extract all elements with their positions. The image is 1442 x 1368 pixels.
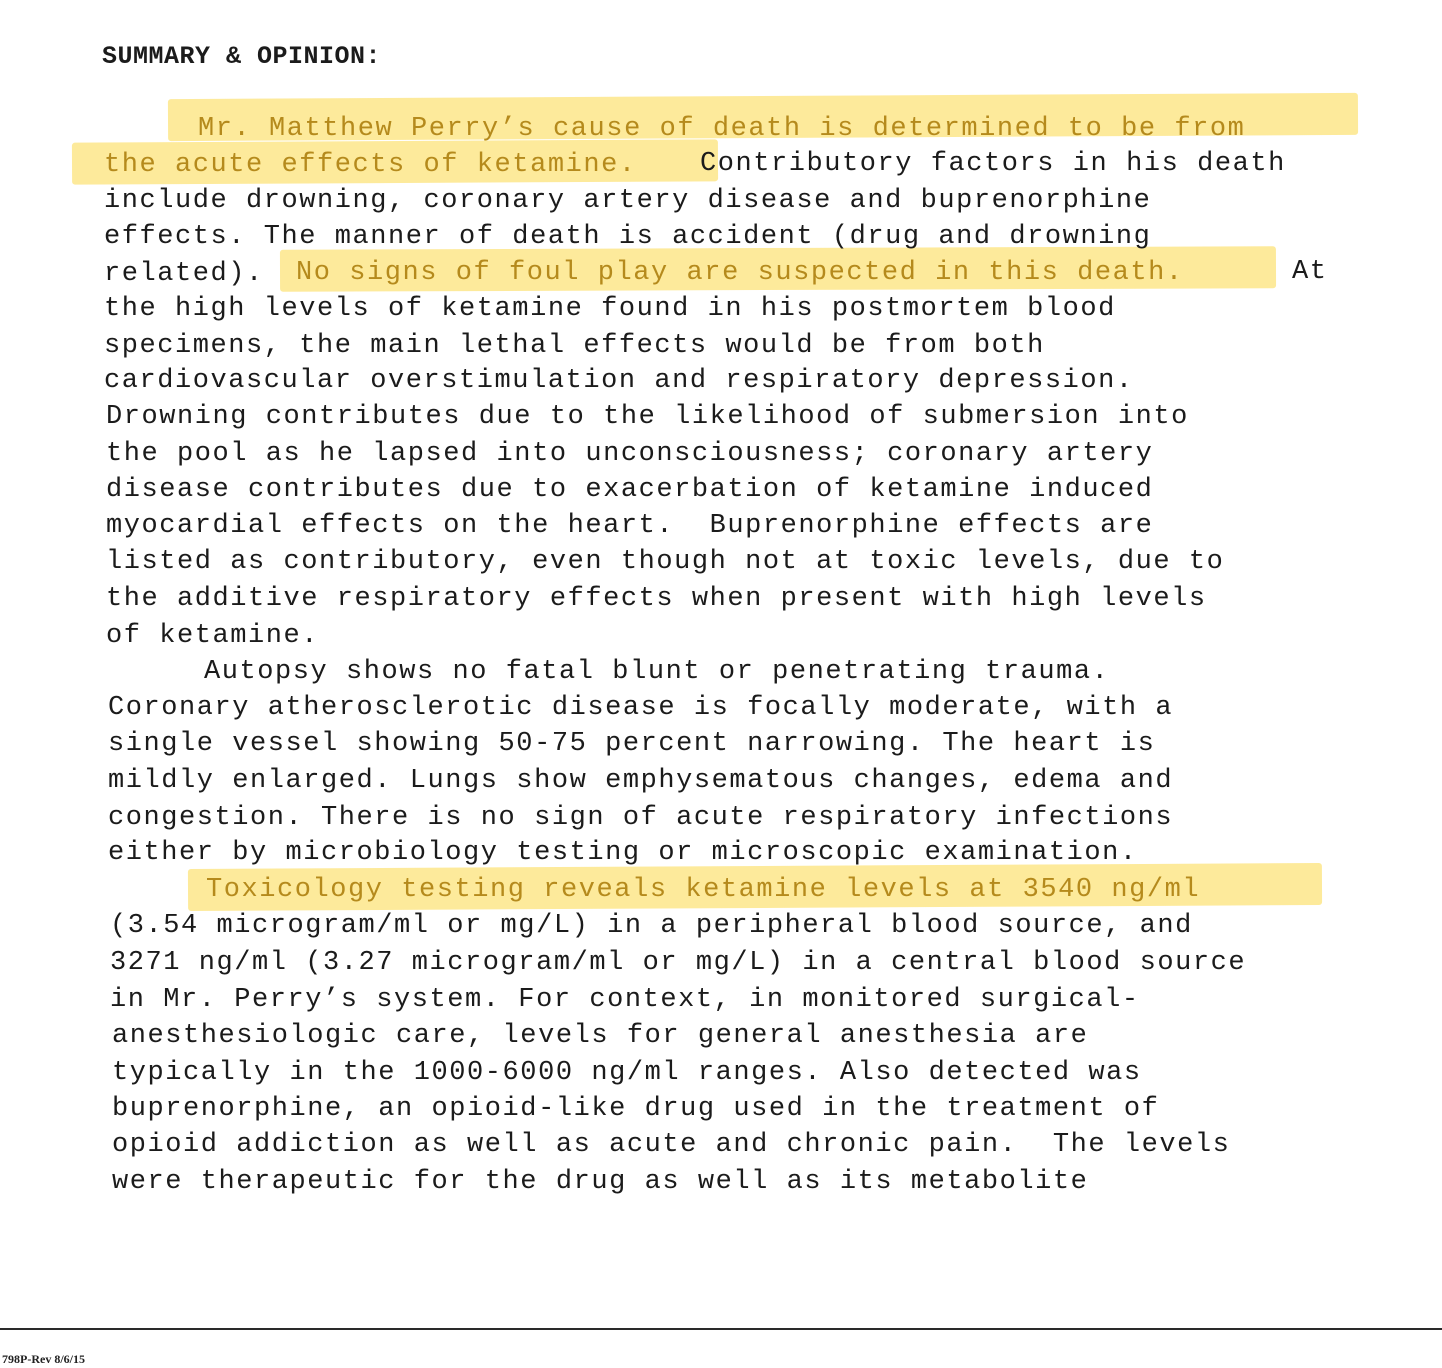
- text-line: opioid addiction as well as acute and chronic pain. The levels: [112, 1130, 1231, 1160]
- section-heading: SUMMARY & OPINION:: [102, 42, 382, 71]
- text-line: listed as contributory, even though not at toxic levels, due to: [106, 547, 1225, 577]
- text-line: Contributory factors in his death: [700, 149, 1286, 179]
- text-line: the additive respiratory effects when present with high levels: [106, 584, 1207, 614]
- text-line: Autopsy shows no fatal blunt or penetrating trauma.: [204, 657, 1110, 687]
- form-revision-id: 798P-Rev 8/6/15: [2, 1352, 85, 1366]
- text-line: the acute effects of ketamine.: [104, 150, 637, 180]
- text-line: congestion. There is no sign of acute respiratory infections: [108, 803, 1174, 833]
- text-line: Mr. Matthew Perry’s cause of death is determined to be from: [198, 114, 1246, 144]
- text-line: the high levels of ketamine found in his postmortem blood: [104, 294, 1116, 324]
- text-line: were therapeutic for the drug as well as its metabolite: [112, 1167, 1089, 1197]
- text-line: myocardial effects on the heart. Buprenorphine effects are: [106, 511, 1154, 541]
- text-line: single vessel showing 50-75 percent narrowing. The heart is: [108, 729, 1156, 759]
- text-line: Drowning contributes due to the likelihood of submersion into: [106, 402, 1189, 432]
- text-line: include drowning, coronary artery disease and buprenorphine: [104, 186, 1152, 216]
- footer-rule: [0, 1328, 1442, 1330]
- text-line: of ketamine.: [106, 621, 320, 651]
- text-line: Toxicology testing reveals ketamine levels at 3540 ng/ml: [206, 875, 1201, 905]
- text-line: in Mr. Perry’s system. For context, in monitored surgical-: [110, 985, 1140, 1015]
- text-line: No signs of foul play are suspected in this death.: [296, 258, 1184, 288]
- text-line: anesthesiologic care, levels for general anesthesia are: [112, 1021, 1089, 1051]
- text-line: mildly enlarged. Lungs show emphysematous changes, edema and: [108, 766, 1174, 796]
- text-line: At: [1292, 257, 1328, 287]
- text-line: cardiovascular overstimulation and respiratory depression.: [104, 366, 1134, 396]
- text-line: (3.54 microgram/ml or mg/L) in a peripheral blood source, and: [110, 911, 1193, 941]
- text-line: specimens, the main lethal effects would be from both: [104, 331, 1045, 361]
- text-line: disease contributes due to exacerbation of ketamine induced: [106, 475, 1154, 505]
- text-line: the pool as he lapsed into unconsciousness; coronary artery: [106, 439, 1154, 469]
- text-line: effects. The manner of death is accident (drug and drowning: [104, 222, 1152, 252]
- text-line: related).: [104, 259, 264, 289]
- text-line: 3271 ng/ml (3.27 microgram/ml or mg/L) in a central blood source: [110, 948, 1247, 978]
- text-line: Coronary atherosclerotic disease is focally moderate, with a: [108, 693, 1174, 723]
- text-line: typically in the 1000-6000 ng/ml ranges. Also detected was: [112, 1058, 1142, 1088]
- text-line: either by microbiology testing or microscopic examination.: [108, 838, 1138, 868]
- text-line: buprenorphine, an opioid-like drug used in the treatment of: [112, 1094, 1160, 1124]
